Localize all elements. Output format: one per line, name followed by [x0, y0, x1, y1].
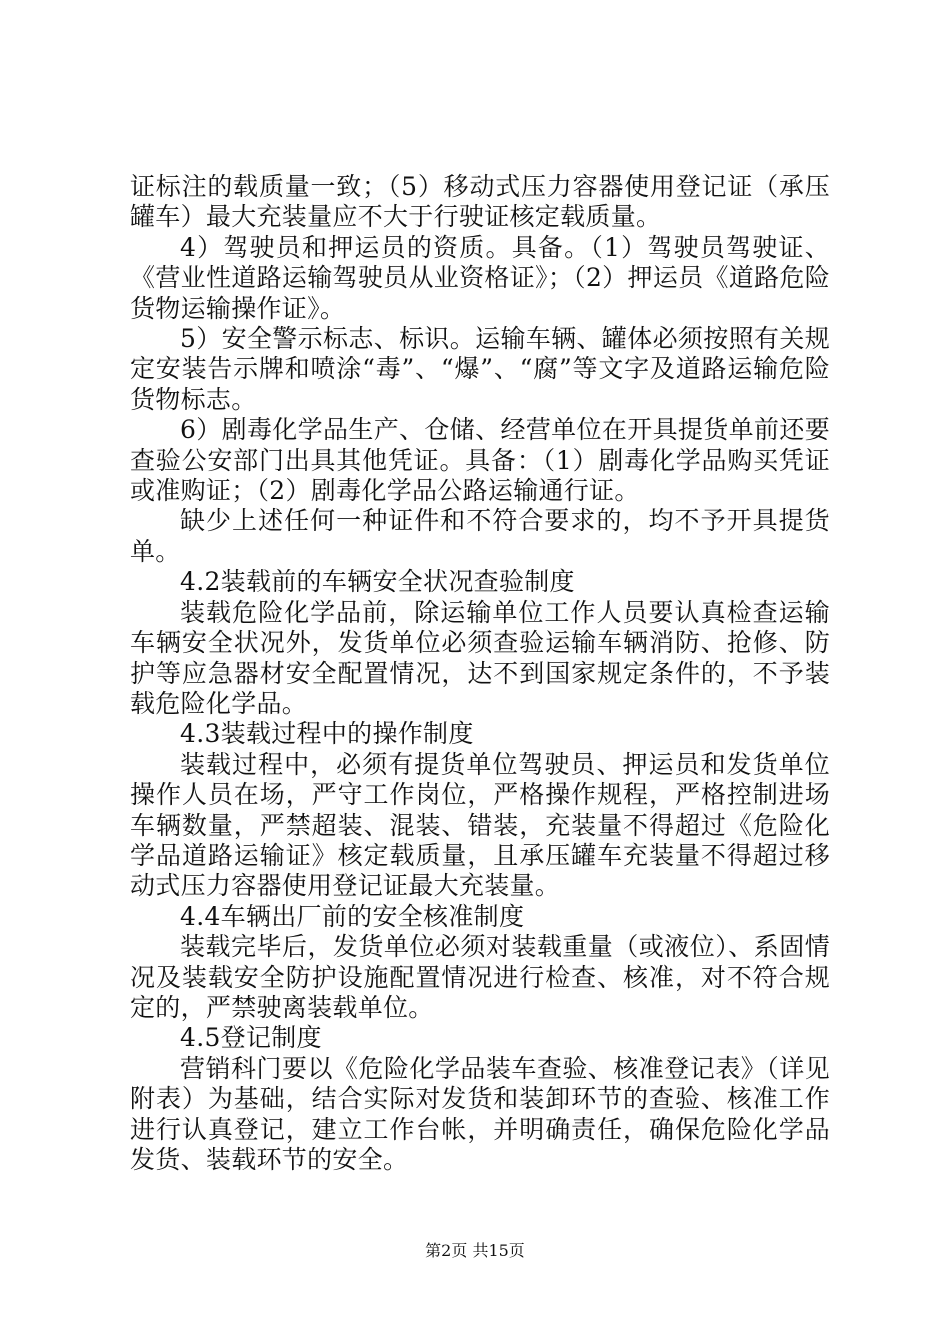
paragraph-exit-approval: 装载完毕后，发货单位必须对装载重量（或液位）、系固情况及装载安全防护设施配置情况进行检查、核准，对不符合规定的，严禁驶离装载单位。: [130, 932, 830, 1022]
section-heading-4-5: 4.5登记制度: [180, 1023, 322, 1053]
body-text: [130, 172, 830, 1175]
page-number-footer: 第2页 共15页: [425, 1241, 525, 1260]
paragraph-registration: 营销科门要以《危险化学品装车查验、核准登记表》（详见附表）为基础，结合实际对发货和装卸环节的查验、核准工作进行认真登记，建立工作台帐，并明确责任，确保危险化学品发货、装载环节的安全。: [130, 1053, 830, 1174]
section-heading-4-2: 4.2装载前的车辆安全状况查验制度: [180, 567, 575, 597]
section-heading-4-4: 4.4车辆出厂前的安全核准制度: [180, 901, 525, 931]
paragraph-toxic-chemicals: 6）剧毒化学品生产、仓储、经营单位在开具提货单前还要查验公安部门出具其他凭证。具备：（1）剧毒化学品购买凭证或准购证；（2）剧毒化学品公路运输通行证。: [130, 415, 830, 506]
paragraph-continuation: 证标注的载质量一致；（5）移动式压力容器使用登记证（承压罐车）最大充装量应不大于行驶证核定载质量。: [130, 172, 830, 232]
paragraph-driver-qualification: 4）驾驶员和押运员的资质。具备。（1）驾驶员驾驶证、《营业性道路运输驾驶员从业资格证》；（2）押运员《道路危险货物运输操作证》。: [130, 232, 830, 323]
paragraph-loading-operation: 装载过程中，必须有提货单位驾驶员、押运员和发货单位操作人员在场，严守工作岗位，严格操作规程，严格控制进场车辆数量，严禁超装、混装、错装，充装量不得超过《危险化学品道路运输证》核定载质量，且承压罐车充装量不得超过移动式压力容器使用登记证最大充装量。: [130, 749, 830, 901]
section-heading-4-3: 4.3装载过程中的操作制度: [180, 719, 474, 749]
paragraph-missing-documents: 缺少上述任何一种证件和不符合要求的，均不予开具提货单。: [130, 506, 830, 566]
paragraph-warning-signs: 5）安全警示标志、标识。运输车辆、罐体必须按照有关规定安装告示牌和喷涂“毒”、“爆”、“腐”等文字及道路运输危险货物标志。: [130, 324, 830, 414]
paragraph-vehicle-inspection: 装载危险化学品前，除运输单位工作人员要认真检查运输车辆安全状况外，发货单位必须查验运输车辆消防、抢修、防护等应急器材安全配置情况，达不到国家规定条件的，不予装载危险化学品。: [130, 597, 830, 718]
